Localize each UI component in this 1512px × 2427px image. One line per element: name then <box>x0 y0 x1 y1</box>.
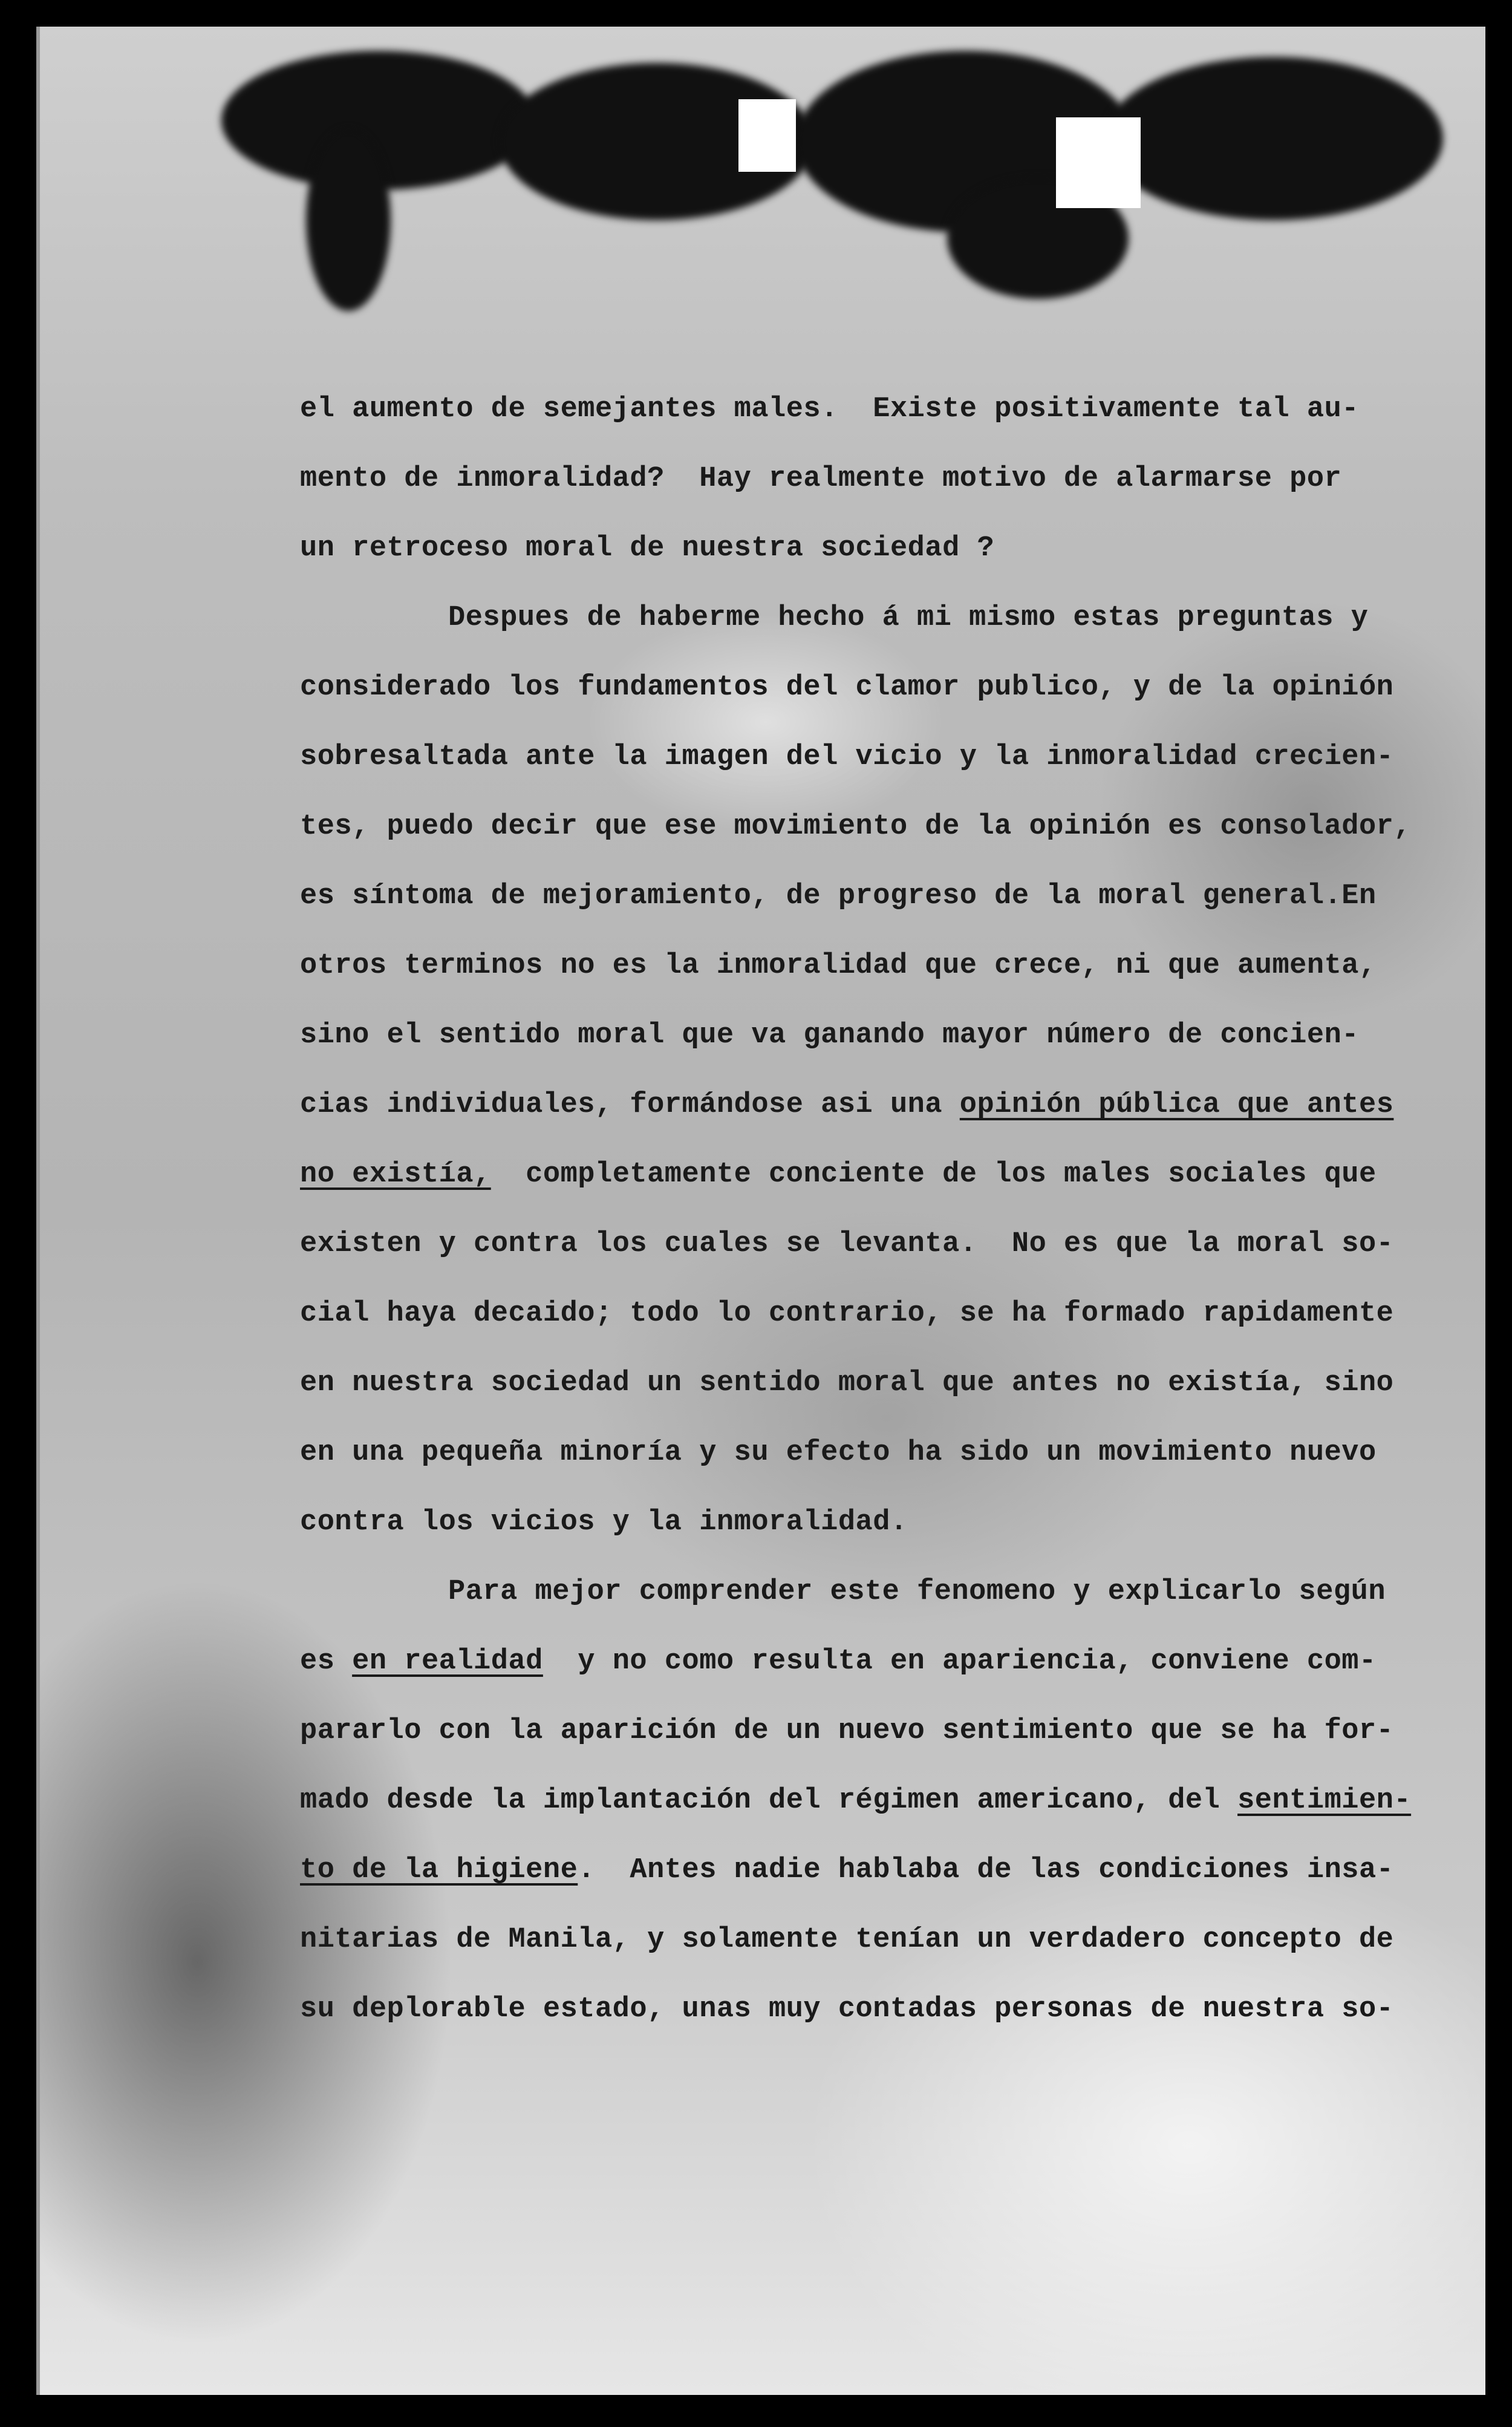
text-line: en una pequeña minoría y su efecto ha sido un movimiento nuevo <box>300 1437 1377 1469</box>
text-segment: y no como resulta en apariencia, conviene com- <box>543 1645 1377 1677</box>
text-line: un retroceso moral de nuestra sociedad ? <box>300 532 995 564</box>
document-page <box>36 27 1485 2395</box>
text-segment: cias individuales, formándose asi una <box>300 1089 960 1121</box>
text-line: otros terminos no es la inmoralidad que crece, ni que aumenta, <box>300 950 1377 982</box>
text-line: cial haya decaido; todo lo contrario, se ha formado rapidamente <box>300 1298 1394 1330</box>
text-line <box>300 1627 1437 1696</box>
text-line: el aumento de semejantes males. Existe positivamente tal au- <box>300 393 1359 425</box>
text-line <box>300 1070 1437 1140</box>
text-segment: es <box>300 1645 353 1677</box>
top-stain <box>306 129 391 311</box>
typed-text-body <box>300 374 1437 2044</box>
text-segment: mado desde la implantación del régimen americano, del <box>300 1785 1238 1817</box>
paper-tear <box>1056 117 1141 208</box>
text-line: nitarias de Manila, y solamente tenían un verdadero concepto de <box>300 1924 1394 1956</box>
paper-tear <box>738 99 796 172</box>
text-line: su deplorable estado, unas muy contadas personas de nuestra so- <box>300 1993 1394 2025</box>
text-line: en nuestra sociedad un sentido moral que antes no existía, sino <box>300 1367 1394 1399</box>
underlined-phrase: opinión pública que antes <box>959 1089 1394 1121</box>
text-line: es síntoma de mejoramiento, de progreso de la moral general.En <box>300 880 1377 912</box>
text-line: considerado los fundamentos del clamor publico, y de la opinión <box>300 671 1394 704</box>
text-line: existen y contra los cuales se levanta. No es que la moral so- <box>300 1228 1394 1260</box>
text-line <box>300 1835 1437 1905</box>
text-line <box>300 1766 1437 1835</box>
top-stain <box>1104 57 1443 220</box>
underlined-phrase: sentimien- <box>1237 1785 1412 1817</box>
text-line: sino el sentido moral que va ganando mayor número de concien- <box>300 1019 1359 1051</box>
text-line: contra los vicios y la inmoralidad. <box>300 1506 908 1538</box>
underlined-phrase: no existía, <box>300 1158 491 1191</box>
text-line: sobresaltada ante la imagen del vicio y la inmoralidad crecien- <box>300 741 1394 773</box>
underlined-phrase: to de la higiene <box>300 1854 578 1886</box>
text-line <box>300 1140 1437 1209</box>
text-line: Para mejor comprender este fenomeno y explicarlo según <box>448 1576 1386 1608</box>
text-line: Despues de haberme hecho á mi mismo estas preguntas y <box>448 602 1369 634</box>
text-line: mento de inmoralidad? Hay realmente motivo de alarmarse por <box>300 463 1342 495</box>
underlined-phrase: en realidad <box>352 1645 543 1677</box>
text-segment: . Antes nadie hablaba de las condiciones insa- <box>578 1854 1394 1886</box>
text-line: pararlo con la aparición de un nuevo sentimiento que se ha for- <box>300 1715 1394 1747</box>
text-segment: completamente conciente de los males sociales que <box>490 1158 1377 1191</box>
text-line: tes, puedo decir que ese movimiento de la opinión es consolador, <box>300 811 1412 843</box>
